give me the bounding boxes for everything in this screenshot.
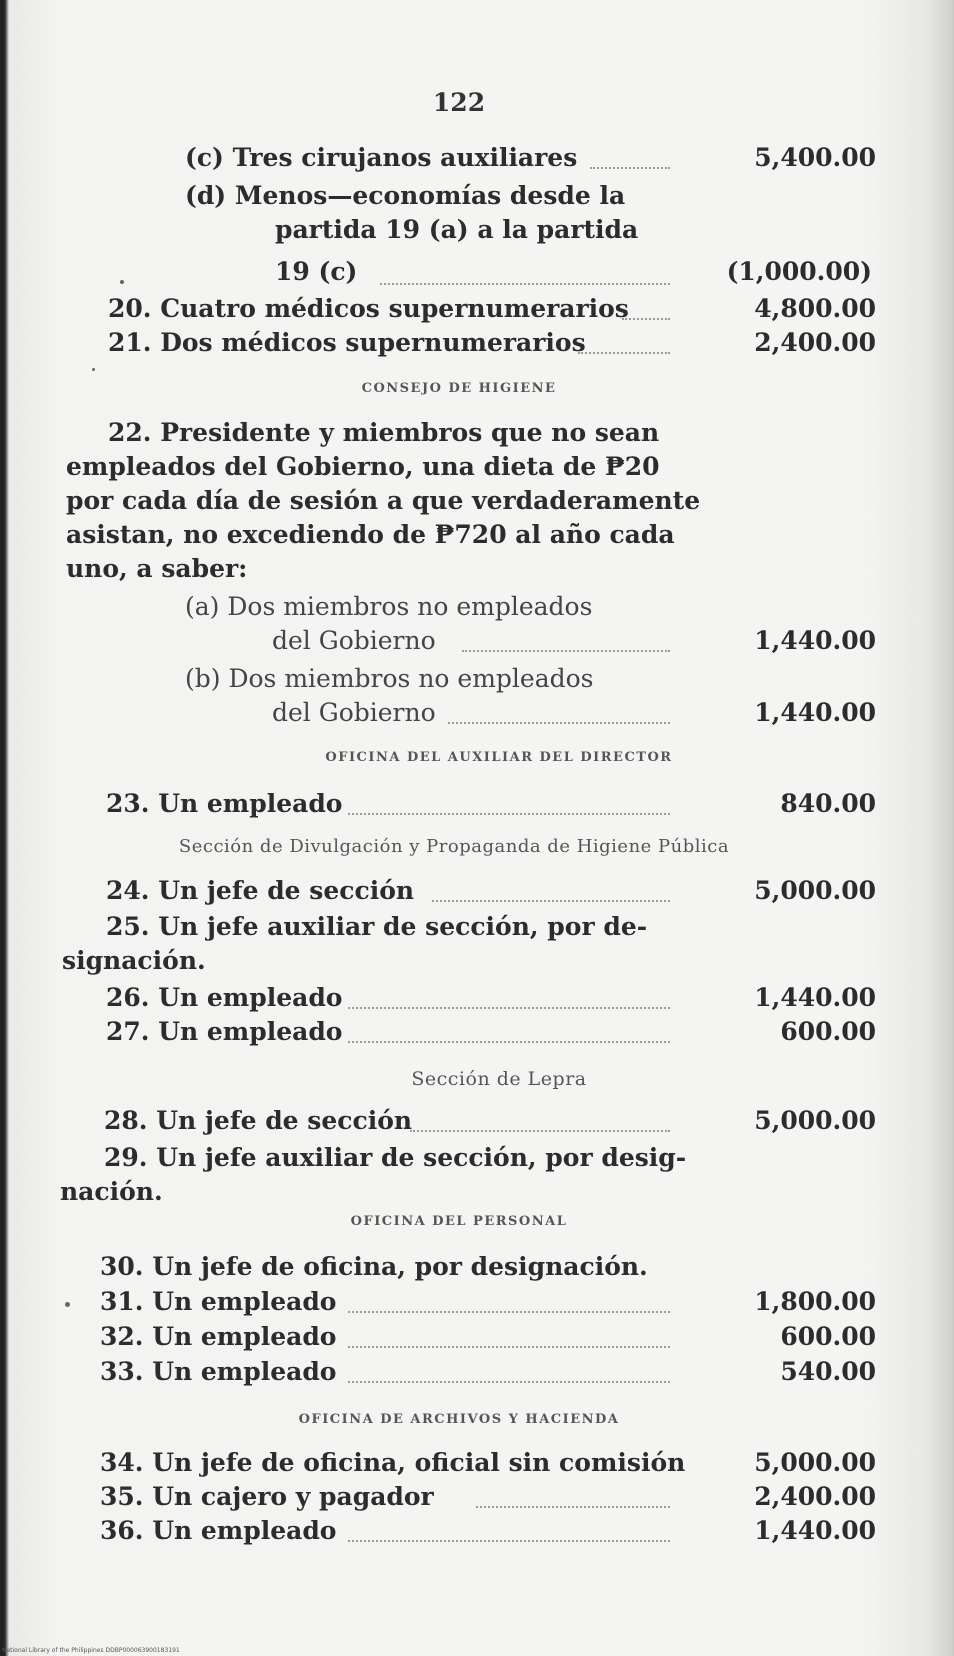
item-b-line2: del Gobierno — [272, 698, 436, 727]
item-20-amount: 4,800.00 — [754, 294, 876, 323]
item-35-amount: 2,400.00 — [754, 1482, 876, 1511]
item-c-text: (c) Tres cirujanos auxiliares — [185, 143, 578, 172]
item-26-text: 26. Un empleado — [106, 983, 343, 1012]
item-27-text: 27. Un empleado — [106, 1017, 343, 1046]
section-heading-personal: OFICINA DEL PERSONAL — [350, 1214, 568, 1229]
item-23-text: 23. Un empleado — [106, 789, 343, 818]
leader-dots — [348, 1344, 670, 1348]
item-27-amount: 600.00 — [780, 1017, 876, 1046]
item-d-line1: (d) Menos—economías desde la — [185, 181, 626, 210]
item-26-amount: 1,440.00 — [754, 983, 876, 1012]
leader-dots — [448, 720, 670, 724]
leader-dots — [590, 165, 670, 169]
item-a-amount: 1,440.00 — [754, 626, 876, 655]
item-20-text: 20. Cuatro médicos supernumerarios — [108, 294, 629, 323]
leader-dots — [348, 1309, 670, 1313]
leader-dots — [432, 898, 670, 902]
scan-speck — [65, 1302, 70, 1307]
item-d-amount: (1,000.00) — [726, 257, 872, 286]
item-31-amount: 1,800.00 — [754, 1287, 876, 1316]
item-36-amount: 1,440.00 — [754, 1516, 876, 1545]
item-b-amount: 1,440.00 — [754, 698, 876, 727]
page-number: 122 — [432, 88, 486, 117]
item-25-line2: signación. — [62, 946, 206, 975]
item-c-amount: 5,400.00 — [754, 143, 876, 172]
item-25-line1: 25. Un jefe auxiliar de sección, por de- — [106, 912, 648, 941]
item-23-amount: 840.00 — [780, 789, 876, 818]
item-30-text: 30. Un jefe de oficina, por designación. — [100, 1252, 648, 1281]
item-b-line1: (b) Dos miembros no empleados — [185, 664, 594, 693]
leader-dots — [348, 1538, 670, 1542]
section-heading-archivos: OFICINA DE ARCHIVOS Y HACIENDA — [298, 1412, 620, 1427]
leader-dots — [622, 316, 670, 320]
item-24-amount: 5,000.00 — [754, 876, 876, 905]
section-heading-lepra: Sección de Lepra — [411, 1068, 587, 1090]
scan-speck — [92, 368, 95, 371]
leader-dots — [348, 1005, 670, 1009]
para-22-line5: uno, a saber: — [66, 554, 248, 583]
leader-dots — [476, 1504, 670, 1508]
scan-speck — [120, 280, 124, 284]
item-33-text: 33. Un empleado — [100, 1357, 337, 1386]
leader-dots — [348, 811, 670, 815]
item-24-text: 24. Un jefe de sección — [106, 876, 415, 905]
leader-dots — [348, 1039, 670, 1043]
item-32-text: 32. Un empleado — [100, 1322, 337, 1351]
item-21-text: 21. Dos médicos supernumerarios — [108, 328, 586, 357]
item-35-text: 35. Un cajero y pagador — [100, 1482, 434, 1511]
section-heading-auxiliar: OFICINA DEL AUXILIAR DEL DIRECTOR — [325, 750, 673, 765]
leader-dots — [410, 1128, 670, 1132]
item-34-text: 34. Un jefe de oficina, oficial sin comisión — [100, 1448, 686, 1477]
leader-dots — [462, 648, 670, 652]
item-28-amount: 5,000.00 — [754, 1106, 876, 1135]
para-22-line3: por cada día de sesión a que verdaderamente — [66, 486, 701, 515]
item-28-text: 28. Un jefe de sección — [104, 1106, 413, 1135]
para-22-line1: 22. Presidente y miembros que no sean — [108, 418, 660, 447]
item-d-line3: 19 (c) — [275, 257, 358, 286]
para-22-line2: empleados del Gobierno, una dieta de ₱20 — [66, 452, 660, 481]
item-29-line1: 29. Un jefe auxiliar de sección, por desig- — [104, 1143, 687, 1172]
item-a-line1: (a) Dos miembros no empleados — [185, 592, 593, 621]
item-a-line2: del Gobierno — [272, 626, 436, 655]
section-heading-consejo: CONSEJO DE HIGIENE — [361, 381, 557, 396]
footer-credit: National Library of the Philippines DDBP000063900183191 — [2, 1647, 180, 1654]
item-34-amount: 5,000.00 — [754, 1448, 876, 1477]
item-36-text: 36. Un empleado — [100, 1516, 337, 1545]
para-22-line4: asistan, no excediendo de ₱720 al año cada — [66, 520, 675, 549]
leader-dots — [380, 281, 670, 285]
item-33-amount: 540.00 — [780, 1357, 876, 1386]
item-31-text: 31. Un empleado — [100, 1287, 337, 1316]
item-d-line2: partida 19 (a) a la partida — [275, 215, 639, 244]
leader-dots — [578, 350, 670, 354]
item-29-line2: nación. — [60, 1177, 163, 1206]
leader-dots — [348, 1379, 670, 1383]
item-32-amount: 600.00 — [780, 1322, 876, 1351]
item-21-amount: 2,400.00 — [754, 328, 876, 357]
section-heading-divulgacion: Sección de Divulgación y Propaganda de Higiene Pública — [178, 836, 730, 857]
